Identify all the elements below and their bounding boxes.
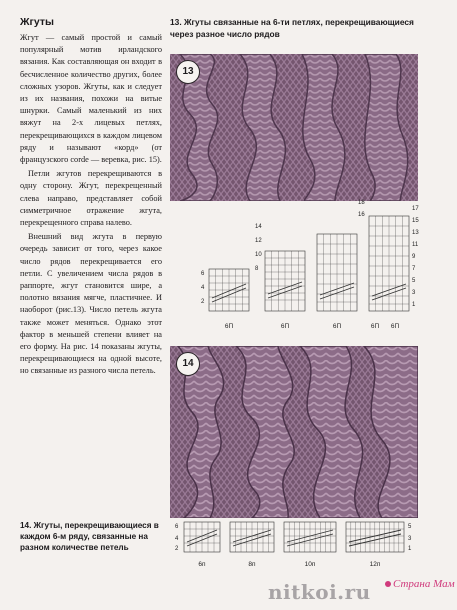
stitch-label: 8п [248, 561, 256, 568]
row-number: 4 [201, 285, 205, 291]
row-number: 10 [255, 252, 262, 258]
row-number: 5 [412, 278, 416, 284]
row-number: 6 [175, 524, 179, 530]
row-number: 6 [201, 271, 205, 277]
section-title: Жгуты [20, 16, 54, 28]
row-number: 5 [408, 524, 412, 530]
stitch-label: 12п [369, 561, 381, 568]
row-number: 4 [175, 536, 179, 542]
figure-13-badge: 13 [176, 60, 200, 84]
row-number: 1 [412, 302, 416, 308]
stitch-label: 6п [198, 561, 206, 568]
row-number: 11 [412, 242, 419, 248]
figure-13-heading: 13. Жгуты связанные на 6-ти петлях, перекрещивающиеся через разное число рядов [170, 17, 414, 39]
site-logo [385, 578, 455, 590]
text-column [20, 16, 162, 380]
row-number: 18 [358, 200, 365, 206]
row-number: 13 [412, 230, 419, 236]
cable-pattern-14 [170, 346, 418, 518]
stitch-label: 6П [370, 323, 380, 330]
figure-14-badge: 14 [176, 352, 200, 376]
site-watermark: nitkoi.ru [268, 580, 371, 604]
row-number: 12 [255, 238, 262, 244]
row-number: 9 [412, 254, 416, 260]
stitch-label: 6П [390, 323, 400, 330]
figure-14-caption: 14. Жгуты, перекрещивающиеся в каждом 6-м ряду, связанные на разном количестве петель [20, 521, 159, 552]
row-number: 16 [358, 212, 365, 218]
stitch-label: 6П [224, 323, 234, 330]
cable-pattern-13 [170, 54, 418, 201]
row-number: 3 [412, 290, 416, 296]
row-number: 3 [408, 536, 412, 542]
paragraph-1: Жгут — самый простой и самый популярный мотив ирландского вязания. Как составляющая он входит в бесчисленное количество других, более сложных узоров. Жгуты, как и следует из их названия, похожи на витые шнурки. Самый маленький из них вяжут на 2-х лицевых петлях, перекрещивающихся в каждом лицевом ряду и называют «корд» (от французского corde — веревка, рис. 15). [20, 33, 162, 165]
row-number: 2 [201, 299, 205, 305]
row-number: 17 [412, 206, 419, 212]
row-number: 7 [412, 266, 416, 272]
stitch-label: 6П [332, 323, 342, 330]
paragraph-3: Внешний вид жгута в первую очередь зависит от того, через какое число рядов перекрещивается его петли. С увеличением числа рядов в раппорте, жгут становится шире, а полотно вязания мягче, пластичнее. И наоборот (рис.13). Число петель жгута также может меняться. Однако этот фактор в меньшей степени влияет на его форму. На рис. 14 показаны жгуты, перекрещивающиеся на одной высоте, но связанные из разного числа петель. [20, 232, 162, 376]
knitting-photo-14 [170, 346, 418, 518]
stitch-label: 10п [304, 561, 316, 568]
row-number: 2 [175, 546, 179, 552]
figure-14-charts [170, 516, 420, 576]
row-number: 14 [255, 224, 262, 230]
knitting-photo-13 [170, 54, 418, 201]
row-number: 8 [255, 266, 259, 272]
logo-dot-icon [385, 581, 391, 587]
stitch-label: 6П [280, 323, 290, 330]
row-number: 15 [412, 218, 419, 224]
row-number: 1 [408, 546, 412, 552]
paragraph-2: Петли жгутов перекрещиваются в одну сторону. Жгут, перекрещенный слева направо, представляет собой симметричное отражение жгута, перекрещенного справа налево. [20, 169, 162, 228]
logo-text: Страна Мам [393, 578, 455, 590]
figure-13-charts [195, 194, 425, 344]
